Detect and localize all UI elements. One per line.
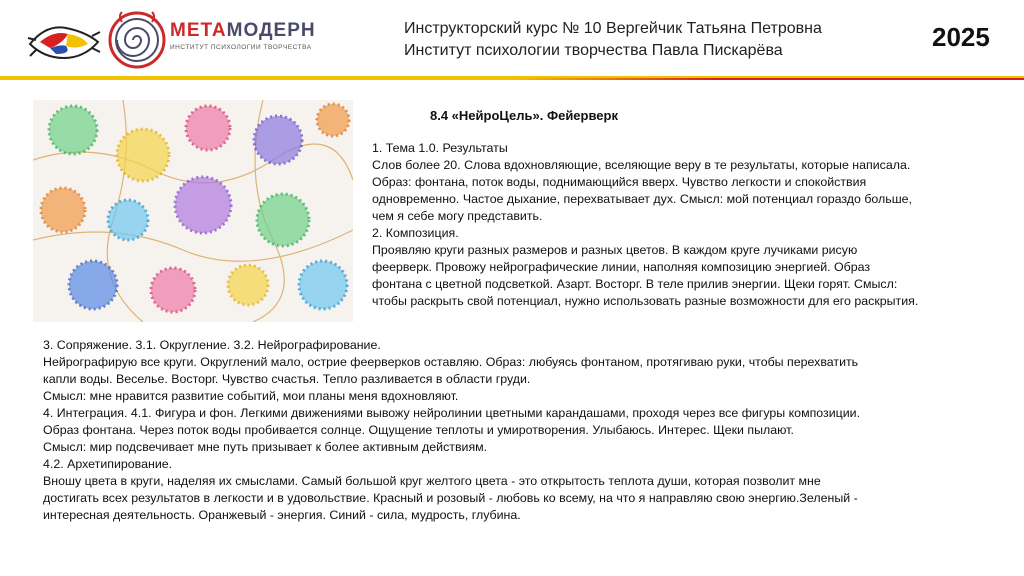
text-line: капли воды. Веселье. Восторг. Чувство счастья. Тепло разливается в области груди. <box>43 372 531 386</box>
text-line: Образ фонтана. Через поток воды пробивается солнце. Ощущение теплоты и умиротворения. Улыбаюсь. Интерес. Щеки пылают. <box>43 423 794 437</box>
brand-name: МЕТАМОДЕРН <box>170 20 316 41</box>
text-line: интересная деятельность. Оранжевый - энергия. Синий - сила, мудрость, глубина. <box>43 508 521 522</box>
course-info <box>404 18 822 62</box>
text-line: Смысл: мне нравится развитие событий, мои планы меня вдохновляют. <box>43 389 459 403</box>
brand-subtitle: ИНСТИТУТ ПСИХОЛОГИИ ТВОРЧЕСТВА <box>170 44 312 51</box>
text-line: Образ: фонтана, поток воды, поднимающийся вверх. Чувство легкости и спокойствия <box>372 175 867 189</box>
text-line: одновременно. Частое дыхание, перехватывает дух. Смысл: мой потенциал гораздо больше, <box>372 192 912 206</box>
text-line: 4.2. Архетипирование. <box>43 457 173 471</box>
text-line: Проявляю круги разных размеров и разных цветов. В каждом круге лучиками рисую <box>372 243 858 257</box>
bottom-text-block <box>43 337 1013 524</box>
spiral-logo <box>108 8 166 72</box>
year: 2025 <box>932 22 990 52</box>
text-line: достигать всех результатов в легкости и в удовольствие. Красный и розовый - любовь ко всему, на что я направляю свою энергию.Зеленый - <box>43 491 858 505</box>
section-title: 8.4 «НейроЦель». Фейерверк <box>430 108 618 123</box>
text-line: 2. Композиция. <box>372 226 459 240</box>
institute-line: Институт психологии творчества Павла Пискарёва <box>404 42 783 59</box>
header <box>0 0 1024 80</box>
text-line: 3. Сопряжение. 3.1. Округление. 3.2. Нейрографирование. <box>43 338 381 352</box>
text-line: Вношу цвета в круги, наделяя их смыслами. Самый большой круг желтого цвета - это открытость теплота души, которая позволит мне <box>43 474 821 488</box>
text-line: чем я себе могу представить. <box>372 209 543 223</box>
text-line: Смысл: мир подсвечивает мне путь призывает к более активным действиям. <box>43 440 488 454</box>
header-stripe-red <box>0 78 1024 80</box>
text-line: 4. Интеграция. 4.1. Фигура и фон. Легкими движениями вывожу нейролинии цветными карандашами, проходя через все фигуры композиции. <box>43 406 861 420</box>
emblem-logo <box>26 14 102 70</box>
text-line: Нейрографирую все круги. Округлений мало, острие феерверков оставляю. Образ: любуясь фонтаном, протягиваю руки, чтобы перехватить <box>43 355 859 369</box>
text-line: чтобы раскрыть свой потенциал, нужно использовать разные возможности для его раскрытия. <box>372 294 919 308</box>
course-line: Инструкторский курс № 10 Вергейчик Татьяна Петровна <box>404 20 822 37</box>
text-line: феерверк. Провожу нейрографические линии, наполняя композицию энергией. Образ <box>372 260 871 274</box>
text-line: Слов более 20. Слова вдохновляющие, вселяющие веру в те результаты, которые написала. <box>372 158 911 172</box>
text-line: фонтана с цветной подсветкой. Азарт. Восторг. В теле прилив энергии. Щеки горят. Смысл: <box>372 277 898 291</box>
brand <box>170 20 330 60</box>
text-line: 1. Тема 1.0. Результаты <box>372 141 508 155</box>
artwork-image <box>33 100 353 322</box>
right-text-block <box>372 140 1012 310</box>
